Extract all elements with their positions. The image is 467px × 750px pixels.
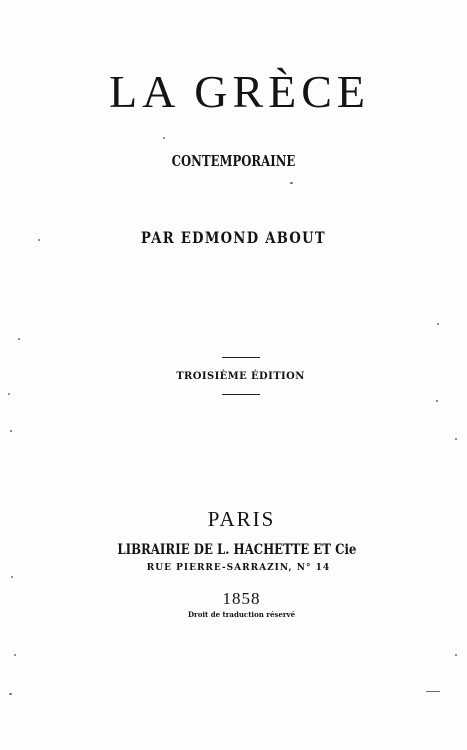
scan-speck	[437, 323, 439, 325]
book-title: LA GRÈCE	[108, 66, 371, 117]
scan-speck	[10, 430, 12, 432]
publication-year: 1858	[222, 589, 261, 608]
publication-city: PARIS	[207, 507, 276, 531]
scan-speck	[163, 137, 165, 139]
edition-rule-bottom	[222, 394, 260, 395]
publisher-name: LIBRAIRIE DE L. HACHETTE ET Cie	[117, 542, 357, 558]
edition-rule-top	[222, 357, 260, 358]
publisher-address: RUE PIERRE-SARRAZIN, N° 14	[146, 563, 331, 573]
scan-speck	[18, 338, 20, 340]
book-subtitle: CONTEMPORAINE	[171, 152, 296, 170]
rights-notice: Droit de traduction réservé	[187, 610, 296, 619]
scan-speck	[436, 400, 438, 402]
scan-speck	[455, 654, 457, 656]
scan-speck	[14, 654, 16, 656]
scan-speck	[455, 438, 457, 440]
book-author: PAR EDMOND ABOUT	[141, 228, 326, 247]
scan-speck	[11, 576, 13, 578]
scan-speck	[8, 393, 10, 395]
edition-label: TROISIÈME ÉDITION	[176, 371, 305, 382]
scan-speck	[426, 691, 440, 692]
scan-speck	[9, 693, 12, 695]
scan-speck	[290, 182, 293, 184]
scan-speck	[38, 239, 40, 241]
